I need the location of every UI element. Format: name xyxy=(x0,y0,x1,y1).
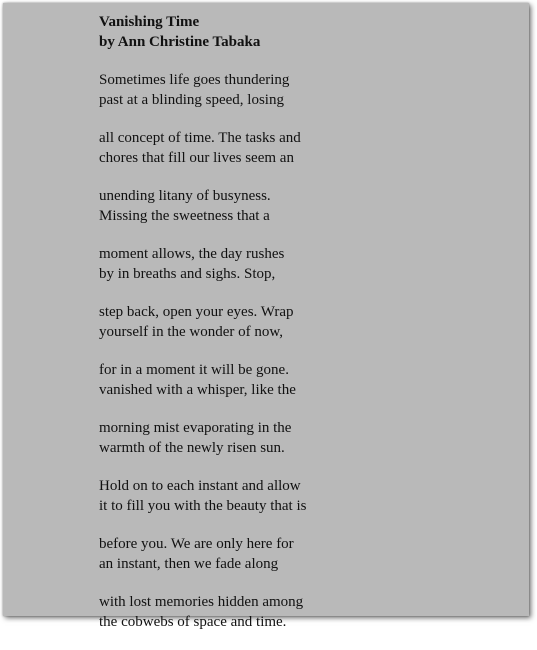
stanza xyxy=(99,534,519,574)
poem-line: Hold on to each instant and allow xyxy=(99,478,301,494)
poem xyxy=(99,12,519,650)
poem-byline: by Ann Christine Tabaka xyxy=(99,34,261,50)
stanza xyxy=(99,418,519,458)
poem-line: all concept of time. The tasks and xyxy=(99,130,301,146)
poem-line: step back, open your eyes. Wrap xyxy=(99,304,294,320)
poem-line: warmth of the newly risen sun. xyxy=(99,440,285,456)
stanza xyxy=(99,302,519,342)
poem-line: the cobwebs of space and time. xyxy=(99,614,287,630)
poem-line: chores that fill our lives seem an xyxy=(99,150,294,166)
poem-line: unending litany of busyness. xyxy=(99,188,271,204)
poem-line: morning mist evaporating in the xyxy=(99,420,292,436)
poem-line: Sometimes life goes thundering xyxy=(99,72,290,88)
poem-line: vanished with a whisper, like the xyxy=(99,382,296,398)
poem-line: past at a blinding speed, losing xyxy=(99,92,284,108)
poem-line: before you. We are only here for xyxy=(99,536,294,552)
poem-line: an instant, then we fade along xyxy=(99,556,279,572)
poem-line: with lost memories hidden among xyxy=(99,594,304,610)
poem-header xyxy=(99,12,519,52)
stanza xyxy=(99,186,519,226)
poem-title: Vanishing Time xyxy=(99,14,200,30)
stanza xyxy=(99,128,519,168)
poem-line: yourself in the wonder of now, xyxy=(99,324,283,340)
stanza xyxy=(99,360,519,400)
poem-line: Missing the sweetness that a xyxy=(99,208,270,224)
poem-line: for in a moment it will be gone. xyxy=(99,362,289,378)
stanza xyxy=(99,70,519,110)
poem-line: it to fill you with the beauty that is xyxy=(99,498,307,514)
poem-line: moment allows, the day rushes xyxy=(99,246,285,262)
stanza xyxy=(99,476,519,516)
stanza xyxy=(99,244,519,284)
poem-line: by in breaths and sighs. Stop, xyxy=(99,266,276,282)
poem-panel xyxy=(3,3,529,630)
stanza xyxy=(99,592,519,632)
